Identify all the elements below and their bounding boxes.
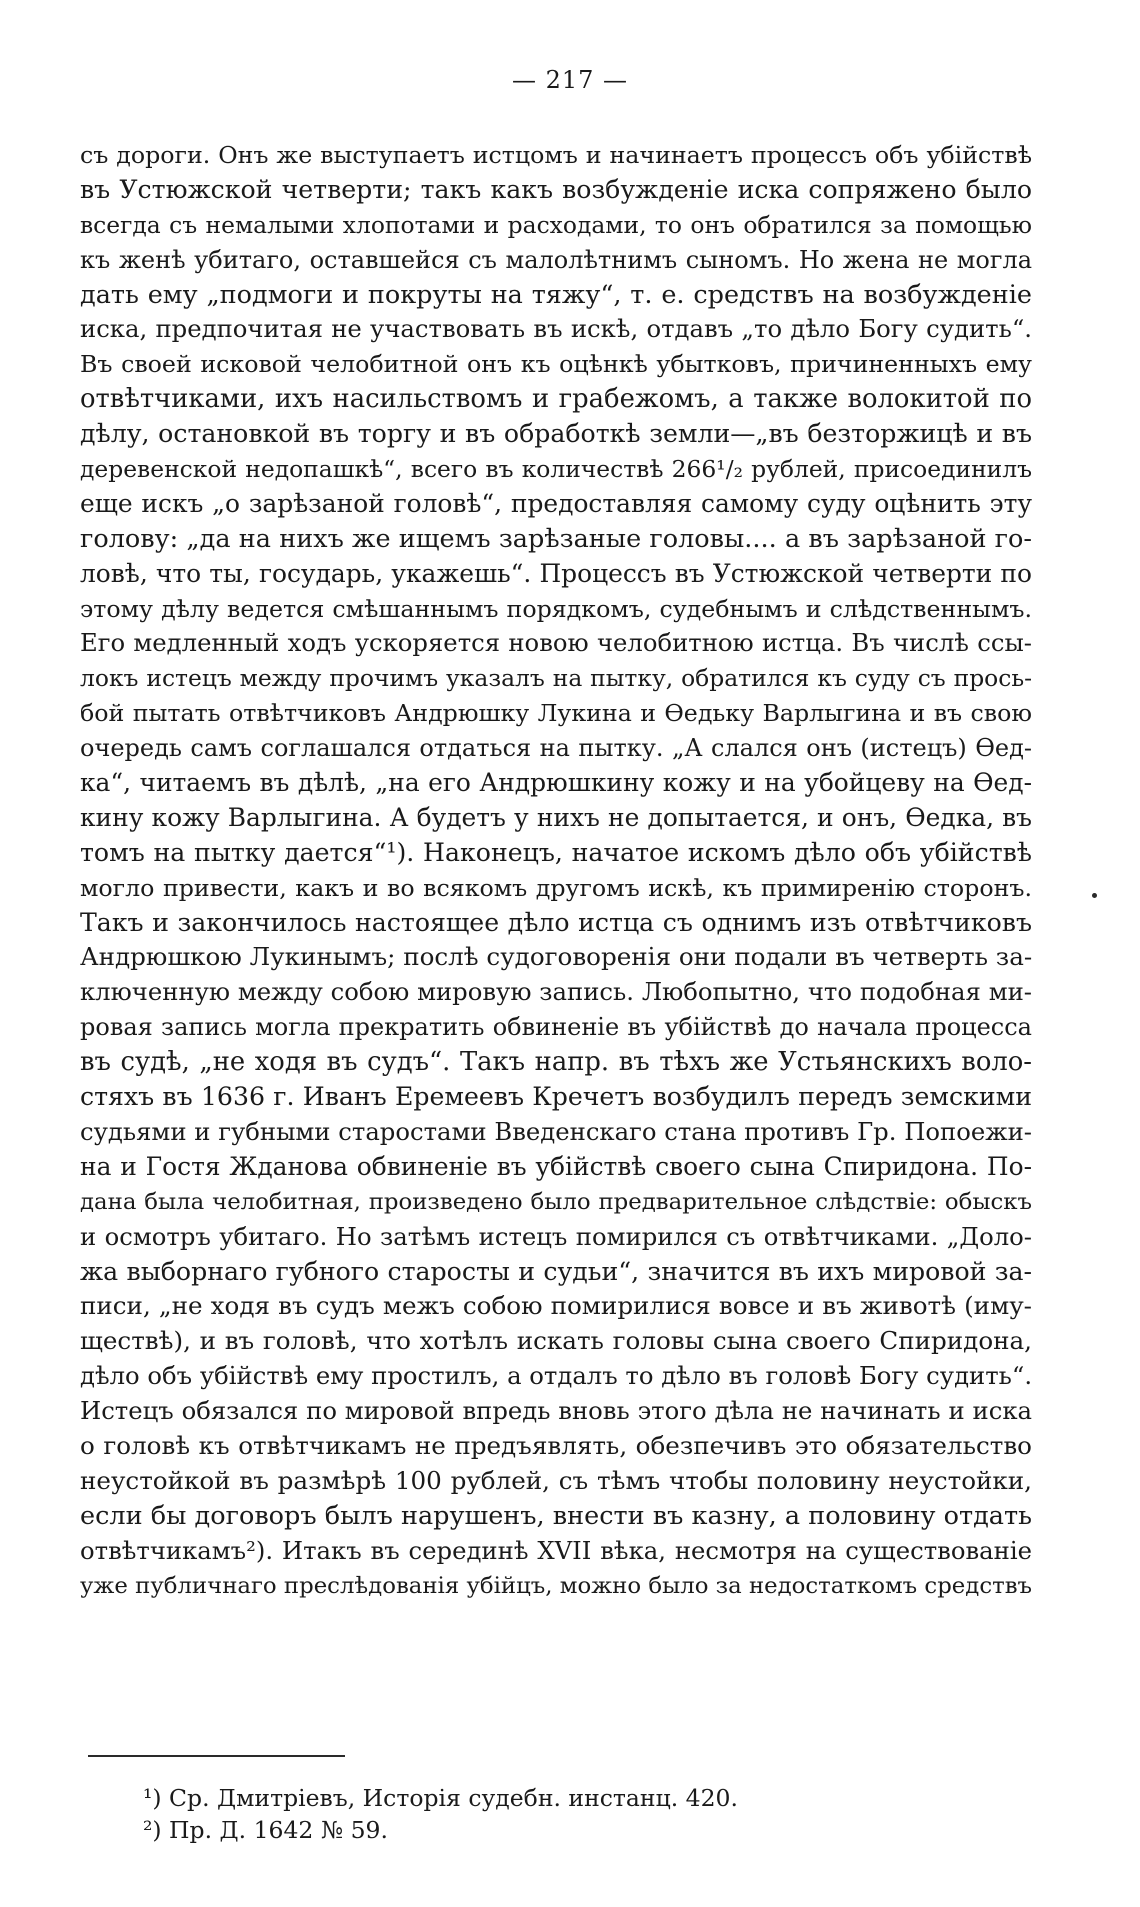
text-line: иска, предпочитая не участвовать въ искѣ, отдавъ „то дѣло Богу судить“. (80, 314, 1032, 344)
text-line: дѣло объ убійствѣ ему простилъ, а отдалъ то дѣло въ головѣ Богу судить“. (80, 1361, 1033, 1391)
text-line: кину кожу Варлыгина. А будетъ у нихъ не допытается, и онъ, Ѳедка, въ (80, 802, 1032, 832)
text-line: локъ истецъ между прочимъ указалъ на пытку, обратился къ суду съ прось- (80, 664, 1032, 693)
text-line: отвѣтчиками, ихъ насильствомъ и грабежомъ, а также волокитой по (80, 384, 1032, 415)
text-line: могло привести, какъ и во всякомъ другомъ искѣ, къ примиренію сторонъ. (80, 873, 1032, 902)
text-line: еще искъ „о зарѣзаной головѣ“, предоставляя самому суду оцѣнить эту (80, 488, 1032, 518)
text-line: деревенской недопашкѣ“, всего въ количествѣ 266¹/₂ рублей, присоединилъ (80, 455, 1032, 484)
stray-ink-mark (1092, 893, 1097, 898)
text-line: писи, „не ходя въ судъ межъ собою помирилися вовсе и въ животѣ (иму- (80, 1291, 1032, 1321)
text-line: томъ на пытку дается“¹). Наконецъ, начатое искомъ дѣло объ убійствѣ (80, 837, 1032, 867)
text-line: неустойкой въ размѣрѣ 100 рублей, съ тѣмъ чтобы половину неустойки, (80, 1465, 1032, 1495)
text-line: голову: „да на нихъ же ищемъ зарѣзаные головы.... а въ зарѣзаной го- (80, 523, 1032, 554)
text-line: дана была челобитная, произведено было предварительное слѣдствіе: обыскъ (80, 1188, 1032, 1215)
text-line: жа выборнаго губного старосты и судьи“, значится въ ихъ мировой за- (80, 1256, 1032, 1286)
text-line: о головѣ къ отвѣтчикамъ не предъявлять, обезпечивъ это обязательство (80, 1430, 1032, 1460)
footnote-divider (88, 1755, 345, 1757)
text-line: ровая запись могла прекратить обвиненіе въ убійствѣ до начала процесса (80, 1013, 1032, 1042)
text-line: въ судѣ, „не ходя въ судъ“. Такъ напр. въ тѣхъ же Устьянскихъ воло- (80, 1047, 1032, 1078)
text-line: и осмотръ убитаго. Но затѣмъ истецъ помирился съ отвѣтчиками. „Доло- (80, 1221, 1032, 1251)
text-line: этому дѣлу ведется смѣшаннымъ порядкомъ, судебнымъ и слѣдственнымъ. (80, 594, 1032, 623)
text-line: Андрюшкою Лукинымъ; послѣ судоговоренія они подали въ четверть за- (80, 942, 1033, 972)
text-line: Его медленный ходъ ускоряется новою челобитною истца. Въ числѣ ссы- (80, 628, 1032, 658)
text-line: дать ему „подмоги и покруты на тяжу“, т. е. средствъ на возбужденіе (80, 279, 1032, 310)
page-number: — 217 — (511, 66, 629, 94)
body-text (80, 138, 1032, 1603)
text-line: къ женѣ убитаго, оставшейся съ малолѣтнимъ сыномъ. Но жена не могла (80, 245, 1032, 274)
text-line: судьями и губными старостами Введенскаго стана противъ Гр. Попоежи- (80, 1116, 1032, 1146)
text-line: если бы договоръ былъ нарушенъ, внести въ казну, а половину отдать (80, 1500, 1032, 1531)
footnote: ²) Пр. Д. 1642 № 59. (143, 1816, 388, 1844)
text-line: Въ своей исковой челобитной онъ къ оцѣнкѣ убытковъ, причиненныхъ ему (80, 350, 1032, 379)
text-line: Истецъ обязался по мировой впредь вновь этого дѣла не начинать и иска (80, 1396, 1032, 1426)
text-line: бой пытать отвѣтчиковъ Андрюшку Лукина и Ѳедьку Варлыгина и въ свою (80, 699, 1032, 728)
text-line: Такъ и закончилось настоящее дѣло истца съ однимъ изъ отвѣтчиковъ (80, 907, 1032, 937)
text-line: ществѣ), и въ головѣ, что хотѣлъ искать головы сына своего Спиридона, (80, 1326, 1032, 1356)
text-line: ка“, читаемъ въ дѣлѣ, „на его Андрюшкину кожу и на убойцеву на Ѳед- (80, 768, 1032, 798)
text-line: ловѣ, что ты, государь, укажешь“. Процессъ въ Устюжской четверти по (80, 558, 1032, 588)
text-line: на и Гостя Жданова обвиненіе въ убійствѣ своего сына Спиридона. По- (80, 1151, 1032, 1181)
text-line: ключенную между собою мировую запись. Любопытно, что подобная ми- (80, 977, 1032, 1007)
footnotes (143, 1782, 1003, 1846)
text-line: всегда съ немалыми хлопотами и расходами, то онъ обратился за помощью (80, 210, 1032, 239)
text-line: съ дороги. Онъ же выступаетъ истцомъ и начинаетъ процессъ объ убійствѣ (80, 141, 1032, 169)
text-line: очередь самъ соглашался отдаться на пытку. „А слался онъ (истецъ) Ѳед- (80, 734, 1032, 763)
text-line: стяхъ въ 1636 г. Иванъ Еремеевъ Кречетъ возбудилъ передъ земскими (80, 1082, 1032, 1112)
text-line: уже публичнаго преслѣдованія убійцъ, можно было за недостаткомъ средствъ (80, 1572, 1033, 1599)
text-line: дѣлу, остановкой въ торгу и въ обработкѣ земли—„въ безторжицѣ и въ (80, 419, 1032, 449)
text-line: въ Устюжской четверти; такъ какъ возбужденіе иска сопряжено было (80, 174, 1032, 204)
footnote: ¹) Ср. Дмитріевъ, Исторія судебн. инстанц. 420. (143, 1784, 738, 1812)
text-line: отвѣтчикамъ²). Итакъ въ серединѣ XVII вѣка, несмотря на существованіе (80, 1535, 1032, 1565)
